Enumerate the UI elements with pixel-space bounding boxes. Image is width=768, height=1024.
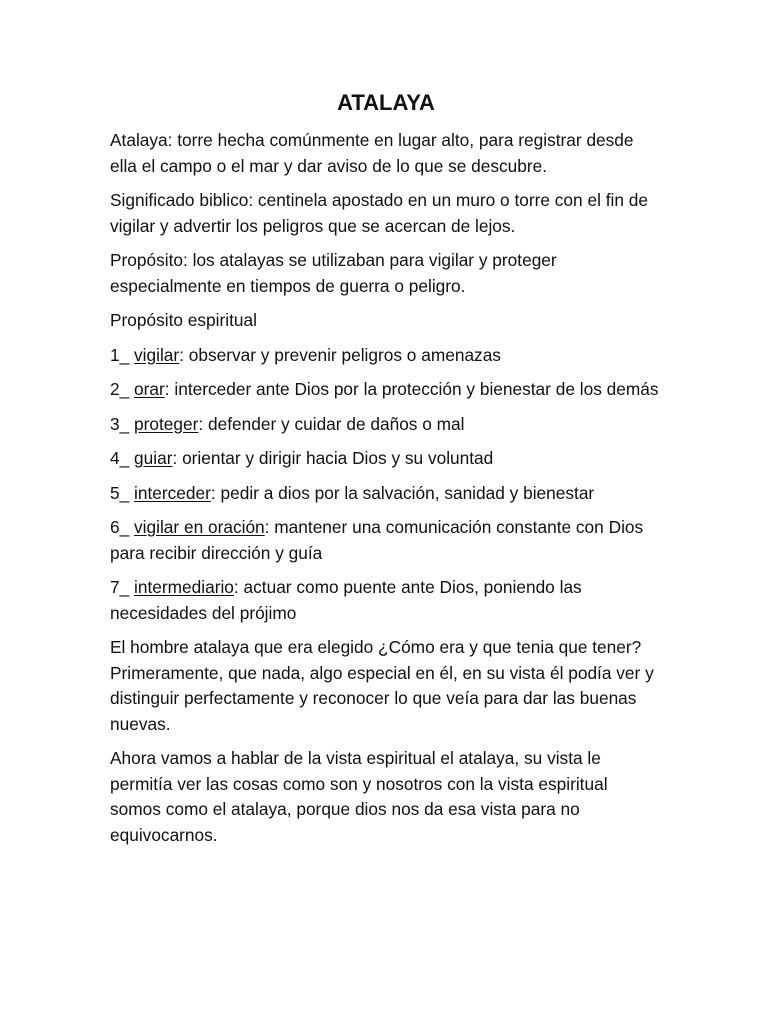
item-number: 4_ bbox=[110, 448, 135, 468]
item-description: : observar y prevenir peligros o amenazas bbox=[179, 344, 501, 365]
document-title: ATALAYA bbox=[337, 90, 435, 115]
list-item bbox=[110, 377, 662, 403]
item-term: intermediario bbox=[134, 577, 234, 597]
closing-paragraph: Ahora vamos a hablar de la vista espiritual el atalaya, su vista le permitía ver las cosas como son y nosotros con la vista espiritual somos como el atalaya, porque dios nos da esa vista para no equivocarnos. bbox=[110, 748, 608, 845]
item-number: 5_ bbox=[110, 482, 135, 503]
item-term: vigilar en oración bbox=[134, 517, 265, 537]
document-body bbox=[110, 88, 662, 857]
item-description: : interceder ante Dios por la protección y bienestar de los demás bbox=[164, 379, 659, 399]
item-number: 6_ bbox=[110, 517, 135, 537]
list-item bbox=[110, 481, 662, 507]
item-description: : defender y cuidar de daños o mal bbox=[198, 413, 465, 434]
item-description: : mantener una comunicación constante con Dios para recibir dirección y guía bbox=[110, 517, 644, 563]
list-item bbox=[110, 412, 662, 438]
list-item bbox=[110, 343, 662, 369]
item-term: proteger bbox=[134, 413, 199, 434]
definition-paragraph: Atalaya: torre hecha comúnmente en lugar alto, para registrar desde ella el campo o el mar y dar aviso de lo que se descubre. bbox=[110, 130, 634, 176]
item-term: guiar bbox=[134, 448, 173, 468]
item-description: : pedir a dios por la salvación, sanidad y bienestar bbox=[210, 482, 595, 503]
item-number: 3_ bbox=[110, 413, 135, 434]
item-term: orar bbox=[134, 379, 165, 399]
item-term: vigilar bbox=[134, 344, 180, 365]
closing-paragraph: El hombre atalaya que era elegido ¿Cómo era y que tenia que tener? Primeramente, que nada, algo especial en él, en su vista él podía ver y distinguir perfectamente y reconocer lo que veía para dar las buenas nuevas. bbox=[110, 637, 654, 734]
item-number: 7_ bbox=[110, 577, 135, 597]
purpose-paragraph: Propósito: los atalayas se utilizaban para vigilar y proteger especialmente en tiempos de guerra o peligro. bbox=[110, 250, 557, 296]
item-number: 2_ bbox=[110, 379, 135, 399]
list-item bbox=[110, 515, 662, 566]
item-description: : actuar como puente ante Dios, poniendo las necesidades del prójimo bbox=[110, 577, 582, 623]
spiritual-purpose-heading: Propósito espiritual bbox=[110, 310, 257, 330]
biblical-meaning-paragraph: Significado biblico: centinela apostado en un muro o torre con el fin de vigilar y advertir los peligros que se acercan de lejos. bbox=[110, 190, 648, 236]
item-description: : orientar y dirigir hacia Dios y su voluntad bbox=[172, 448, 494, 468]
item-number: 1_ bbox=[110, 344, 135, 365]
list-item bbox=[110, 575, 662, 626]
item-term: interceder bbox=[134, 482, 211, 503]
list-item bbox=[110, 446, 662, 472]
